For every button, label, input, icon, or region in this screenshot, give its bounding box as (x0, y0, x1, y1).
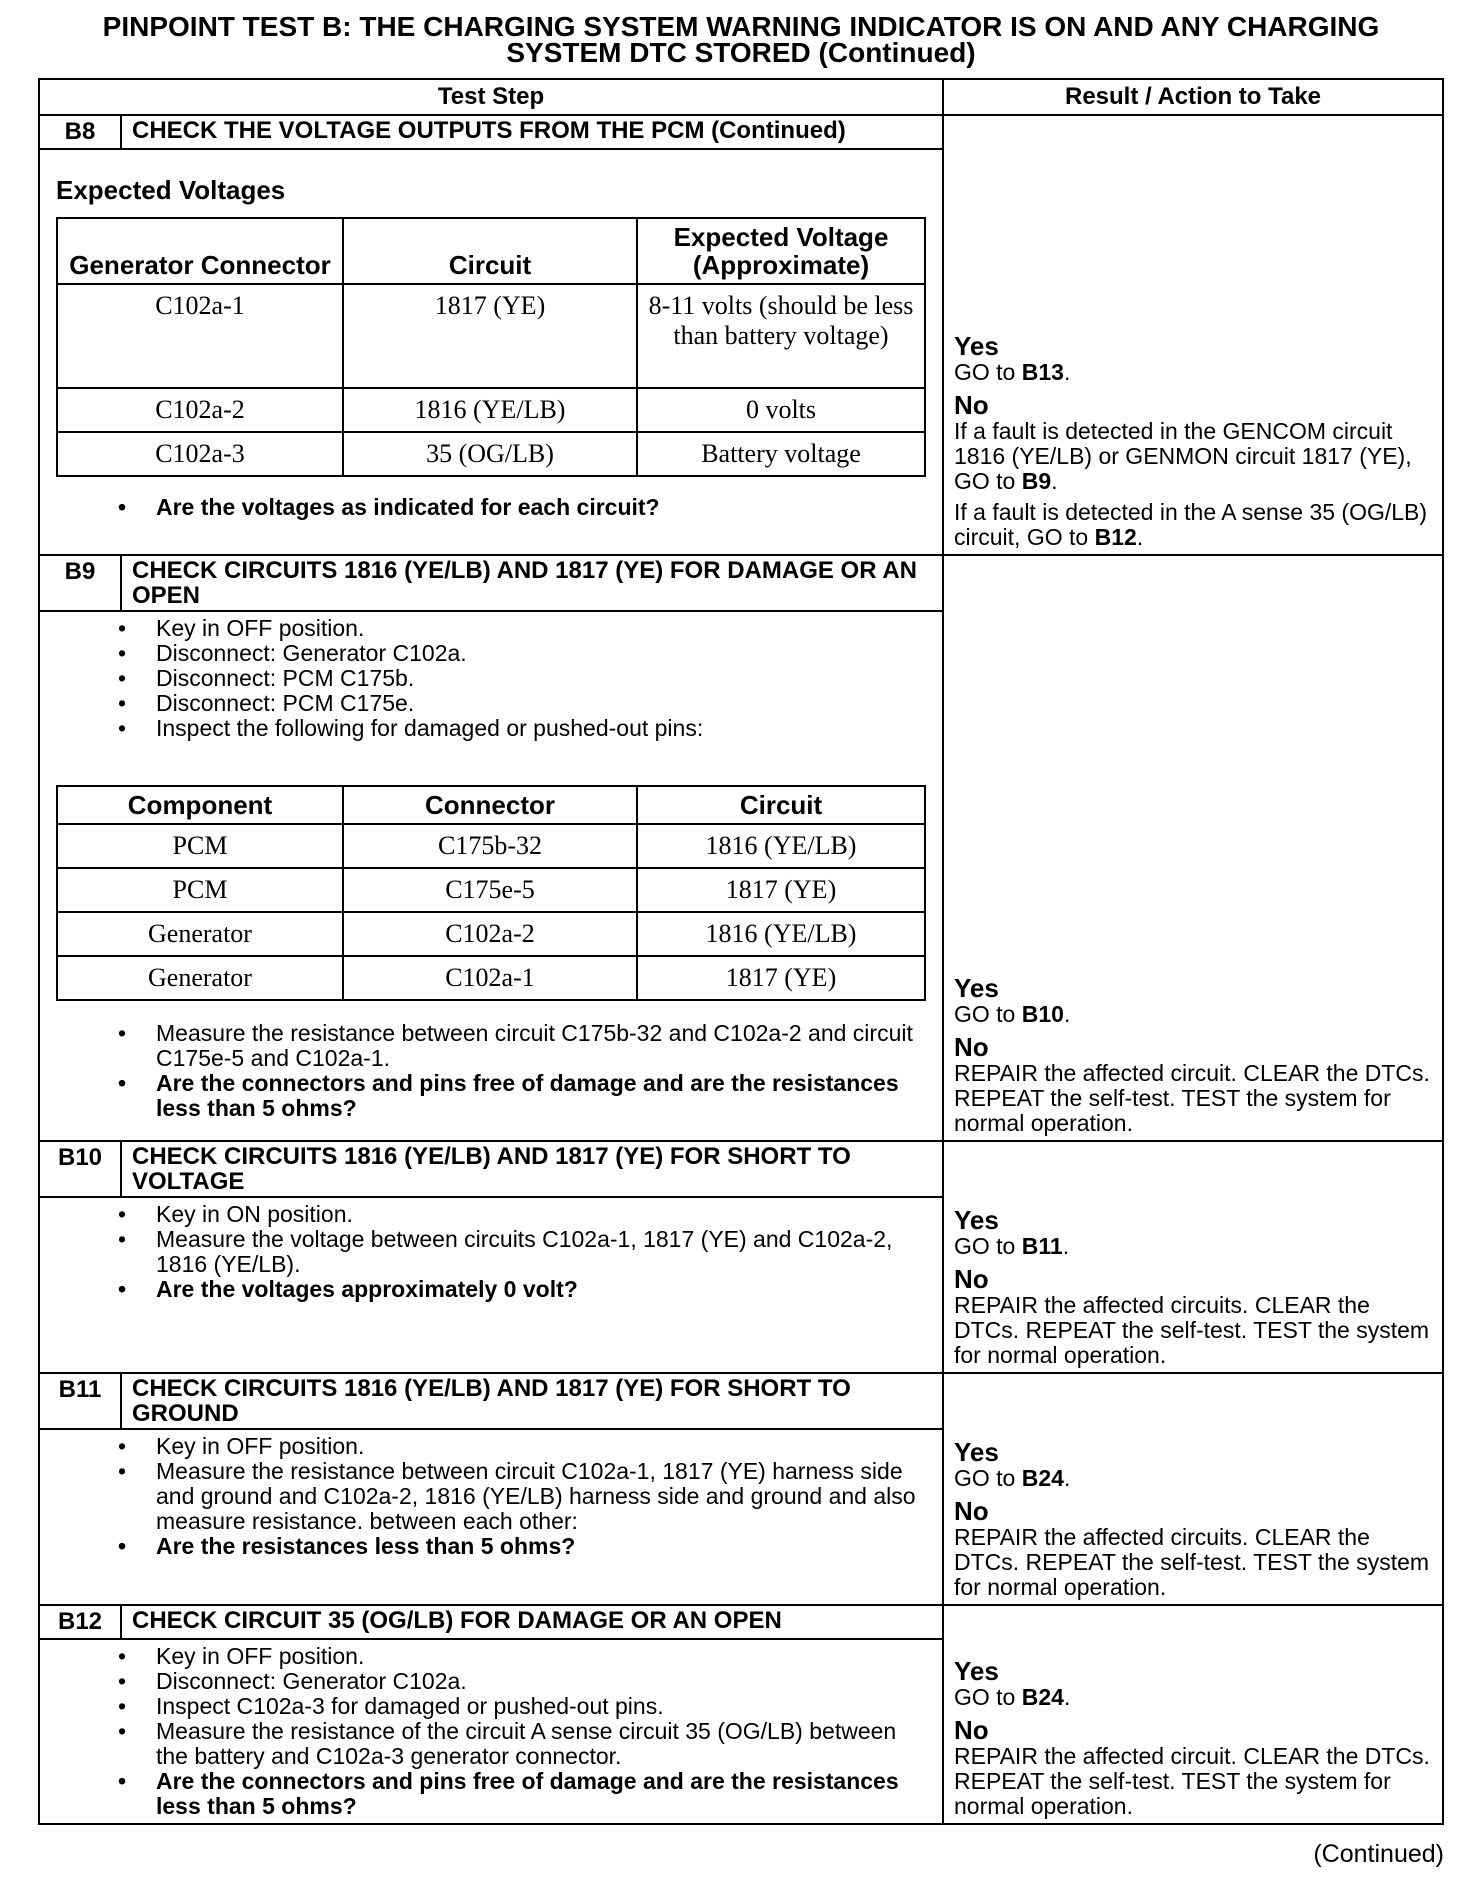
table-cell: C102a-2 (343, 912, 637, 956)
result-cell-b11 (943, 1373, 1443, 1605)
step-header (40, 116, 942, 150)
table-cell: C102a-1 (57, 284, 343, 388)
yes-action: GO to B10. (954, 1001, 1071, 1027)
step-cell-b12 (39, 1605, 943, 1824)
table-cell: 1817 (YE) (637, 956, 925, 1000)
table-cell: 0 volts (637, 388, 925, 432)
instruction-list (56, 1434, 926, 1559)
step-id: B9 (40, 556, 122, 610)
yes-label: Yes (954, 331, 999, 361)
yes-action: GO to B11. (954, 1233, 1070, 1259)
step-id: B12 (40, 1606, 122, 1638)
page-title (38, 11, 1444, 68)
instruction: • Key in OFF position. (156, 1434, 926, 1459)
instruction-list (56, 616, 926, 741)
yes-label: Yes (954, 1205, 999, 1235)
column-header: Generator Connector (57, 218, 343, 284)
no-label: No (954, 1264, 989, 1294)
step-id: B10 (40, 1142, 122, 1196)
instruction: • Inspect C102a-3 for damaged or pushed-out pins. (156, 1694, 926, 1719)
question: • Are the connectors and pins free of damage and are the resistances less than 5 ohms? (156, 1769, 926, 1819)
continued-label: (Continued) (1313, 1840, 1444, 1868)
table-cell: C102a-3 (57, 432, 343, 476)
step-header (40, 556, 942, 612)
table-row (57, 432, 925, 476)
table-cell: 1816 (YE/LB) (637, 912, 925, 956)
column-header: Expected Voltage (Approximate) (637, 218, 925, 284)
step-row-b12 (39, 1605, 1443, 1824)
instruction: • Measure the voltage between circuits C102a-1, 1817 (YE) and C102a-2, 1816 (YE/LB). (156, 1227, 926, 1277)
table-cell: C175b-32 (343, 824, 637, 868)
step-header (40, 1374, 942, 1430)
result-cell-b9 (943, 555, 1443, 1141)
step-cell-b9 (39, 555, 943, 1141)
step-row-b10 (39, 1141, 1443, 1373)
step-row-b8 (39, 115, 1443, 555)
yes-label: Yes (954, 1656, 999, 1686)
step-cell-b10 (39, 1141, 943, 1373)
result-cell-b8 (943, 115, 1443, 555)
expected-voltages-heading: Expected Voltages (56, 175, 286, 205)
table-cell: C102a-2 (57, 388, 343, 432)
instruction: • Disconnect: Generator C102a. (156, 1669, 926, 1694)
table-cell: 1817 (YE) (343, 284, 637, 388)
instruction: • Key in ON position. (156, 1202, 926, 1227)
step-id: B11 (40, 1374, 122, 1428)
table-cell: C175e-5 (343, 868, 637, 912)
column-header: Circuit (343, 218, 637, 284)
no-label: No (954, 1715, 989, 1745)
no-action: REPAIR the affected circuit. CLEAR the DTCs. REPEAT the self-test. TEST the system for normal operation. (954, 1060, 1430, 1136)
table-cell: C102a-1 (343, 956, 637, 1000)
result-block (944, 972, 1442, 1140)
no-action: REPAIR the affected circuits. CLEAR the DTCs. REPEAT the self-test. TEST the system for normal operation. (954, 1292, 1430, 1368)
goto-target: B12 (1094, 524, 1137, 550)
no-label: No (954, 1032, 989, 1062)
yes-action: GO to B13. (954, 359, 1071, 385)
instruction: • Disconnect: PCM C175e. (156, 691, 926, 716)
result-block (944, 330, 1442, 554)
step-row-b9 (39, 555, 1443, 1141)
table-cell: 8-11 volts (should be less than battery voltage) (637, 284, 925, 388)
instruction: • Disconnect: PCM C175b. (156, 666, 926, 691)
table-cell: 35 (OG/LB) (343, 432, 637, 476)
title-line-2: SYSTEM DTC STORED (Continued) (506, 37, 976, 68)
yes-action: GO to B24. (954, 1465, 1071, 1491)
instruction: • Measure the resistance of the circuit A sense circuit 35 (OG/LB) between the battery and C102a-3 generator connector. (156, 1719, 926, 1769)
table-cell: PCM (57, 868, 343, 912)
table-row (57, 824, 925, 868)
step-title: CHECK THE VOLTAGE OUTPUTS FROM THE PCM (Continued) (132, 117, 846, 144)
table-cell: 1816 (YE/LB) (637, 824, 925, 868)
yes-action: GO to B24. (954, 1684, 1071, 1710)
goto-target: B10 (1021, 1001, 1064, 1027)
result-cell-b10 (943, 1141, 1443, 1373)
table-cell: Battery voltage (637, 432, 925, 476)
step-title: CHECK CIRCUITS 1816 (YE/LB) AND 1817 (YE) FOR SHORT TO VOLTAGE (132, 1143, 851, 1195)
question-list (56, 1021, 926, 1121)
step-title: CHECK CIRCUIT 35 (OG/LB) FOR DAMAGE OR AN OPEN (132, 1607, 782, 1634)
table-header-row (57, 786, 925, 824)
question-list (56, 495, 926, 520)
header-result: Result / Action to Take (943, 79, 1443, 115)
column-header: Connector (343, 786, 637, 824)
table-cell: 1816 (YE/LB) (343, 388, 637, 432)
goto-target: B24 (1021, 1684, 1064, 1710)
instruction: • Measure the resistance between circuit C175b-32 and C102a-2 and circuit C175e-5 and C102a-1. (156, 1021, 926, 1071)
goto-target: B11 (1021, 1233, 1063, 1259)
table-row (57, 284, 925, 388)
instruction: • Disconnect: Generator C102a. (156, 641, 926, 666)
step-header (40, 1142, 942, 1198)
step-cell-b11 (39, 1373, 943, 1605)
header-test-step: Test Step (39, 79, 943, 115)
step-title: CHECK CIRCUITS 1816 (YE/LB) AND 1817 (YE) FOR SHORT TO GROUND (132, 1375, 851, 1427)
yes-label: Yes (954, 973, 999, 1003)
instruction: • Key in OFF position. (156, 1644, 926, 1669)
goto-target: B13 (1021, 359, 1064, 385)
step-title: CHECK CIRCUITS 1816 (YE/LB) AND 1817 (YE) FOR DAMAGE OR AN OPEN (132, 557, 917, 609)
instruction-list (56, 1202, 926, 1302)
step-body (40, 175, 942, 524)
step-body (40, 1430, 942, 1563)
no-action: REPAIR the affected circuit. CLEAR the DTCs. REPEAT the self-test. TEST the system for normal operation. (954, 1743, 1430, 1819)
result-block (944, 1436, 1442, 1604)
table-row (57, 388, 925, 432)
step-body (40, 612, 942, 1125)
table-row (57, 956, 925, 1000)
pin-inspection-table (56, 785, 926, 1001)
instruction-list (56, 1644, 926, 1819)
expected-voltages-table (56, 217, 926, 477)
no-action: REPAIR the affected circuits. CLEAR the DTCs. REPEAT the self-test. TEST the system for normal operation. (954, 1524, 1430, 1600)
question: • Are the voltages as indicated for each circuit? (156, 495, 926, 520)
question: • Are the voltages approximately 0 volt? (156, 1277, 926, 1302)
title-line-1: PINPOINT TEST B: THE CHARGING SYSTEM WARNING INDICATOR IS ON AND ANY CHARGING (102, 11, 1380, 42)
table-cell: PCM (57, 824, 343, 868)
question: • Are the connectors and pins free of damage and are the resistances less than 5 ohms? (156, 1071, 926, 1121)
goto-target: B9 (1021, 468, 1052, 494)
instruction: • Key in OFF position. (156, 616, 926, 641)
step-body (40, 1198, 942, 1306)
step-header (40, 1606, 942, 1640)
instruction: • Measure the resistance between circuit C102a-1, 1817 (YE) harness side and ground and C102a-2, 1816 (YE/LB) harness side and ground and also measure resistance. between each other: (156, 1459, 926, 1534)
step-row-b11 (39, 1373, 1443, 1605)
no-action-2: If a fault is detected in the A sense 35 (OG/LB) circuit, GO to B12. (954, 499, 1428, 550)
table-header-row (39, 79, 1443, 115)
no-label: No (954, 1496, 989, 1526)
instruction: • Inspect the following for damaged or pushed-out pins: (156, 716, 926, 741)
step-cell-b8 (39, 115, 943, 555)
no-action: If a fault is detected in the GENCOM circuit 1816 (YE/LB) or GENMON circuit 1817 (YE), GO to B9. (954, 418, 1412, 494)
result-block (944, 1204, 1442, 1372)
table-cell: Generator (57, 956, 343, 1000)
table-header-row (57, 218, 925, 284)
table-cell: Generator (57, 912, 343, 956)
step-id: B8 (40, 116, 122, 148)
column-header: Component (57, 786, 343, 824)
goto-target: B24 (1021, 1465, 1064, 1491)
table-cell: 1817 (YE) (637, 868, 925, 912)
no-label: No (954, 390, 989, 420)
result-block (944, 1655, 1442, 1823)
yes-label: Yes (954, 1437, 999, 1467)
table-row (57, 868, 925, 912)
question: • Are the resistances less than 5 ohms? (156, 1534, 926, 1559)
table-row (57, 912, 925, 956)
column-header: Circuit (637, 786, 925, 824)
pinpoint-test-table (38, 78, 1444, 1825)
result-cell-b12 (943, 1605, 1443, 1824)
step-body (40, 1640, 942, 1823)
